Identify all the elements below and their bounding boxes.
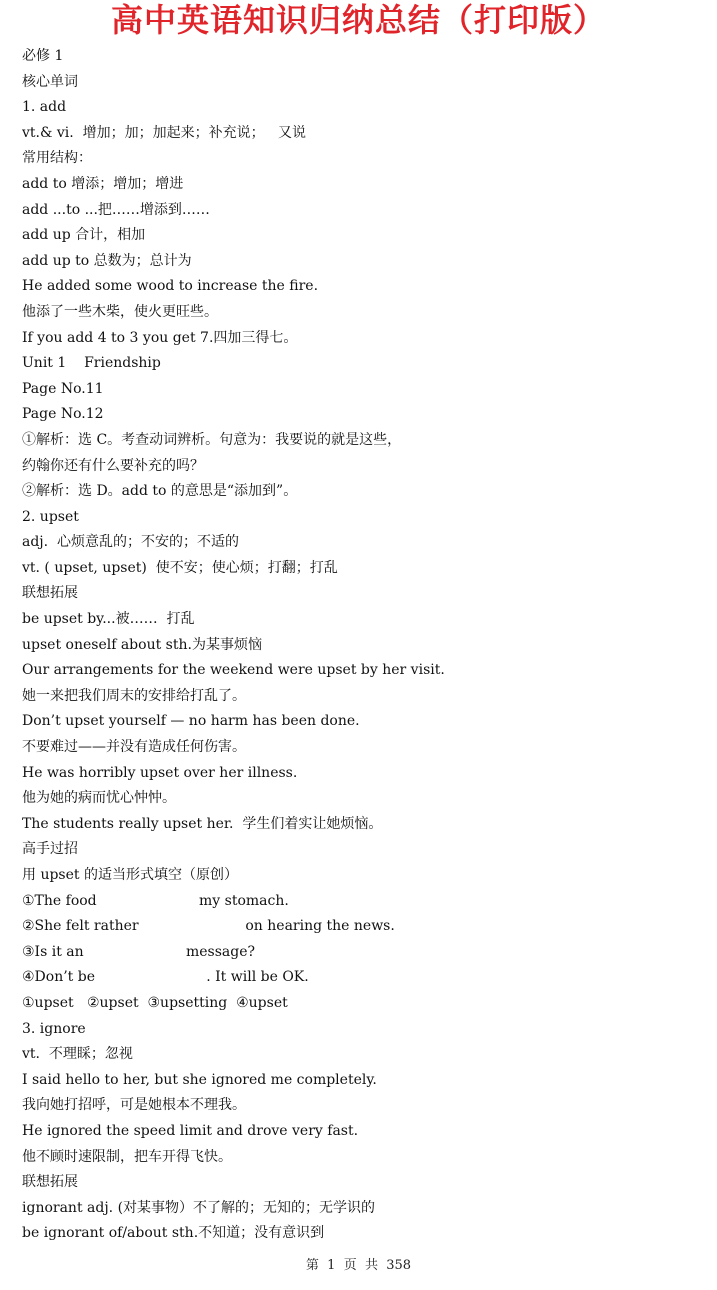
text-line: 用 upset 的适当形式填空（原创） [22, 867, 238, 883]
text-line: 高手过招 [22, 841, 78, 858]
text-line: 联想拓展 [22, 585, 78, 602]
text-line: Unit 1 Friendship [22, 355, 161, 372]
text-line: add to 增添；增加；增进 [22, 175, 184, 192]
text-line: vt. ( upset, upset) 使不安；使心烦；打翻；打乱 [22, 559, 338, 576]
text-line: 我向她打招呼，可是她根本不理我。 [22, 1097, 246, 1114]
text-line: be ignorant of/about sth.不知道；没有意识到 [22, 1225, 325, 1242]
document-body [22, 44, 702, 1247]
text-line: The students really upset her. 学生们着实让她烦恼。 [22, 815, 383, 832]
text-line: ①解析：选 C。考查动词辨析。句意为：我要说的就是这些， [22, 431, 402, 448]
text-line: 常用结构： [22, 150, 92, 167]
text-line: 她一来把我们周末的安排给打乱了。 [22, 687, 246, 704]
text-line: ignorant adj. (对某事物）不了解的；无知的；无学识的 [22, 1199, 376, 1216]
text-line: 联想拓展 [22, 1174, 78, 1191]
text-line: ①The food my stomach. [22, 892, 289, 909]
text-line: vt. 不理睬；忽视 [22, 1046, 133, 1063]
text-line: add up 合计，相加 [22, 227, 146, 244]
text-line: 必修 1 [22, 48, 64, 64]
text-line: ②She felt rather on hearing the news. [22, 918, 395, 935]
text-line: 3. ignore [22, 1020, 86, 1037]
text-line: 他添了一些木柴，使火更旺些。 [22, 303, 218, 320]
text-line: He added some wood to increase the fire. [22, 278, 319, 295]
text-line: 2. upset [22, 508, 79, 525]
text-line: be upset by...被…… 打乱 [22, 611, 195, 628]
text-line: 核心单词 [22, 73, 78, 90]
text-line: 不要难过——并没有造成任何伤害。 [22, 739, 246, 756]
text-line: ②解析：选 D。add to 的意思是“添加到”。 [22, 483, 298, 500]
text-line: 约翰你还有什么要补充的吗？ [22, 457, 204, 474]
text-line: 他不顾时速限制，把车开得飞快。 [22, 1148, 232, 1165]
text-line: If you add 4 to 3 you get 7.四加三得七。 [22, 329, 298, 346]
page-title: 高中英语知识归纳总结（打印版） [110, 1, 606, 39]
text-line: Page No.11 [22, 380, 104, 397]
text-line: adj. 心烦意乱的；不安的；不适的 [22, 534, 239, 551]
page-footer: 第 1 页 共 358 [305, 1258, 412, 1273]
text-line: add ...to ...把……增添到…… [22, 201, 210, 218]
text-line: Don’t upset yourself — no harm has been done. [22, 713, 360, 730]
text-line: Our arrangements for the weekend were upset by her visit. [22, 662, 445, 679]
text-line: upset oneself about sth.为某事烦恼 [22, 636, 262, 653]
text-line: vt.& vi. 增加；加；加起来；补充说； 又说 [22, 124, 306, 141]
text-line: ④Don’t be . It will be OK. [22, 969, 309, 986]
text-line: He ignored the speed limit and drove very fast. [22, 1122, 359, 1139]
text-line: ①upset ②upset ③upsetting ④upset [22, 994, 288, 1011]
text-line: ③Is it an message? [22, 943, 256, 960]
text-line: add up to 总数为；总计为 [22, 252, 192, 269]
text-line: Page No.12 [22, 406, 104, 423]
text-line: He was horribly upset over her illness. [22, 764, 298, 781]
text-line: 他为她的病而忧心忡忡。 [22, 790, 176, 807]
text-line: I said hello to her, but she ignored me completely. [22, 1071, 377, 1088]
text-line: 1. add [22, 99, 67, 116]
